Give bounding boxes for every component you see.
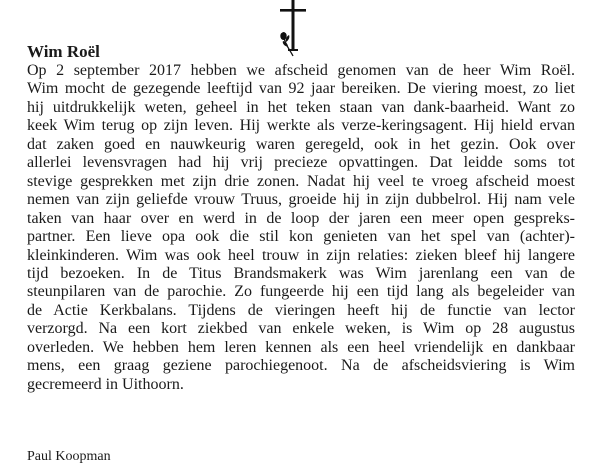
text-line: allerlei levensvragen had hij vrij precieze opvattingen. Dat leidde soms tot	[27, 154, 575, 172]
deceased-name: Wim Roël	[27, 42, 100, 61]
signature: Paul Koopman	[27, 449, 111, 464]
text-line: de Actie Kerkbalans. Tijdens de vieringen heeft hij de functie van lector	[27, 301, 575, 319]
text-line: gecremeerd in Uithoorn.	[27, 375, 184, 393]
text-line: Op 2 september 2017 hebben we afscheid genomen van de heer Wim Roël.	[27, 62, 575, 79]
text-line: dat zaken goed en nauwkeurig waren geregeld, ook in het gezin. Ook over	[27, 135, 575, 153]
text-line: steunpilaren van de parochie. Zo fungeerde hij een tijd lang als begeleider van	[27, 283, 575, 301]
text-line: keek Wim terug op zijn leven. Hij werkte als verze-keringsagent. Hij hield ervan	[27, 117, 575, 135]
text-line: verzorgd. Na een kort ziekbed van enkele weken, is Wim op 28 augustus	[27, 320, 575, 338]
text-line: stevige gesprekken met zijn drie zonen. Nadat hij veel te vroeg afscheid moest	[27, 172, 575, 190]
text-line: tijd bezoeken. In de Titus Brandsmakerk was Wim jarenlang een van de	[27, 264, 575, 282]
text-line: Wim mocht de gezegende leeftijd van 92 jaar bereiken. De viering moest, zo liet	[27, 80, 575, 98]
text-line: kleinkinderen. Wim was ook heel trouw in zijn relaties: zieken bleef hij langere	[27, 246, 575, 264]
text-line: mens, een graag geziene parochiegenoot. Na de afscheidsviering is Wim	[27, 357, 575, 375]
text-line: nemen van zijn geliefde vrouw Truus, groeide hij in zijn dubbelrol. Hij nam vele	[27, 191, 575, 209]
text-line: partner. Een lieve opa ook die stil kon genieten van het spel van (achter)-	[27, 228, 575, 246]
text-line: hij uitdrukkelijk weten, geheel in het teken staan van dank-baarheid. Want zo	[27, 98, 575, 116]
obituary-text	[27, 62, 575, 394]
obituary-block	[27, 41, 575, 394]
text-line: taken van haar over en werd in de loop der jaren een meer open gespreks-	[27, 209, 575, 227]
text-line: overleden. We hebben hem leren kennen als een heel vriendelijk en dankbaar	[27, 338, 575, 356]
